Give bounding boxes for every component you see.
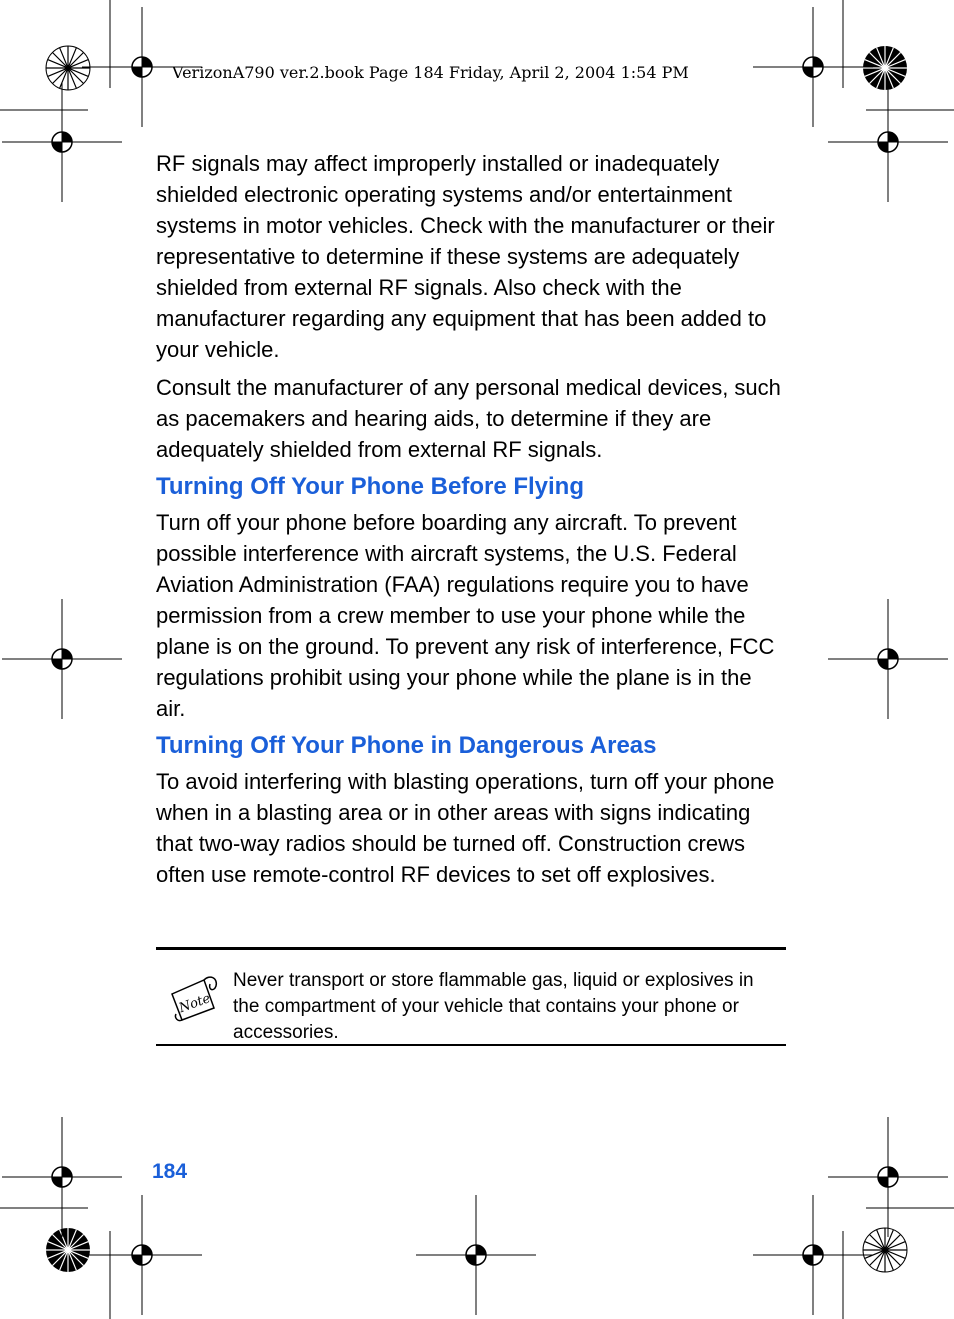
print-header: VerizonA790 ver.2.book Page 184 Friday, April 2, 2004 1:54 PM	[172, 63, 689, 82]
note-text: Never transport or store flammable gas, liquid or explosives in the compartment of your vehicle that contains your phone or accessories.	[233, 970, 754, 1043]
paragraph-dangerous-areas: To avoid interfering with blasting operations, turn off your phone when in a blasting area or in other areas with signs indicating that two-way radios should be turned off. Construction crews often use remote-control RF devices to set off explosives.	[156, 769, 775, 887]
paragraph-medical-devices: Consult the manufacturer of any personal medical devices, such as pacemakers and hearing aids, to determine if they are adequately shielded from external RF signals.	[156, 375, 781, 462]
page-number: 184	[152, 1160, 188, 1183]
note-box	[156, 947, 786, 1046]
heading-flying: Turning Off Your Phone Before Flying	[156, 473, 584, 500]
note-icon	[166, 972, 220, 1024]
heading-dangerous-areas: Turning Off Your Phone in Dangerous Areas	[156, 732, 657, 759]
paragraph-flying: Turn off your phone before boarding any aircraft. To prevent possible interference with aircraft systems, the U.S. Federal Aviation Administration (FAA) regulations require you to have permission from a crew member to use your phone while the plane is on the ground. To prevent any risk of interference, FCC regulations prohibit using your phone while the plane is in the air.	[156, 510, 775, 721]
paragraph-rf-vehicles: RF signals may affect improperly installed or inadequately shielded electronic operating systems and/or entertainment systems in motor vehicles. Check with the manufacturer or their representative to determine if these systems are adequately shielded from external RF signals. Also check with the manufacturer regarding any equipment that has been added to your vehicle.	[156, 151, 775, 362]
page-content	[156, 148, 786, 897]
note-icon-label: Note	[177, 991, 213, 1017]
